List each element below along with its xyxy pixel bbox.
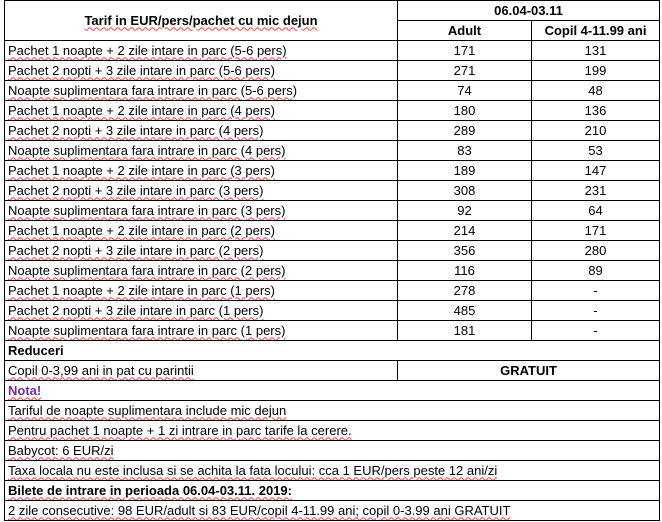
adult-price: 356 <box>398 241 532 261</box>
table-row <box>5 241 660 261</box>
adult-price: 171 <box>398 41 532 61</box>
row-label: Noapte suplimentara fara intrare in parc (4 pers) <box>5 141 398 161</box>
row-label: Pachet 1 noapte + 2 zile intare in parc (4 pers) <box>5 101 398 121</box>
note-line: Tariful de noapte suplimentara include mic dejun <box>5 401 660 421</box>
row-label: Noapte suplimentara fara intrare in parc (5-6 pers) <box>5 81 398 101</box>
child-price: 53 <box>532 141 660 161</box>
child-price: 231 <box>532 181 660 201</box>
tickets-heading-row <box>5 481 660 501</box>
table-row <box>5 81 660 101</box>
child-price: - <box>532 301 660 321</box>
adult-price: 74 <box>398 81 532 101</box>
table-row <box>5 201 660 221</box>
note-line: Pentru pachet 1 noapte + 1 zi intrare in parc tarife la cerere. <box>5 421 660 441</box>
note-line-row <box>5 441 660 461</box>
child-price: 136 <box>532 101 660 121</box>
header-row-1 <box>5 1 660 21</box>
price-rows <box>5 41 660 341</box>
adult-price: 214 <box>398 221 532 241</box>
adult-price: 308 <box>398 181 532 201</box>
row-label: Pachet 1 noapte + 2 zile intare in parc (3 pers) <box>5 161 398 181</box>
child-price: 64 <box>532 201 660 221</box>
child-price: 199 <box>532 61 660 81</box>
row-label: Noapte suplimentara fara intrare in parc (2 pers) <box>5 261 398 281</box>
adult-price: 116 <box>398 261 532 281</box>
child-price: 48 <box>532 81 660 101</box>
tickets-heading: Bilete de intrare in perioada 06.04-03.11. 2019: <box>5 481 660 501</box>
adult-price: 289 <box>398 121 532 141</box>
reduceri-heading-row <box>5 341 660 361</box>
row-label: Pachet 2 nopti + 3 zile intare in parc (4 pers) <box>5 121 398 141</box>
child-price: 280 <box>532 241 660 261</box>
adult-price: 181 <box>398 321 532 341</box>
child-column-header: Copil 4-11.99 ani <box>532 21 660 41</box>
table-row <box>5 121 660 141</box>
child-price: - <box>532 321 660 341</box>
row-label: Pachet 1 noapte + 2 zile intare in parc (1 pers) <box>5 281 398 301</box>
row-label: Pachet 2 nopti + 3 zile intare in parc (2 pers) <box>5 241 398 261</box>
row-label: Pachet 2 nopti + 3 zile intare in parc (5-6 pers) <box>5 61 398 81</box>
child-price: 171 <box>532 221 660 241</box>
note-line-row <box>5 421 660 441</box>
reduceri-item-label: Copil 0-3,99 ani in pat cu parintii <box>5 361 398 381</box>
adult-price: 278 <box>398 281 532 301</box>
row-label: Pachet 1 noapte + 2 zile intare in parc (2 pers) <box>5 221 398 241</box>
table-row <box>5 301 660 321</box>
adult-price: 83 <box>398 141 532 161</box>
table-row <box>5 221 660 241</box>
table-row <box>5 181 660 201</box>
price-table <box>4 0 660 521</box>
note-line: Babycot: 6 EUR/zi <box>5 441 660 461</box>
notes-heading: Nota! <box>5 381 660 401</box>
tickets-line-row <box>5 501 660 521</box>
reduceri-item-value: GRATUIT <box>398 361 660 381</box>
row-label: Pachet 2 nopti + 3 zile intare in parc (1 pers) <box>5 301 398 321</box>
adult-column-header: Adult <box>398 21 532 41</box>
table-row <box>5 61 660 81</box>
adult-price: 271 <box>398 61 532 81</box>
row-label: Pachet 2 nopti + 3 zile intare in parc (3 pers) <box>5 181 398 201</box>
table-row <box>5 261 660 281</box>
adult-price: 485 <box>398 301 532 321</box>
row-label: Noapte suplimentara fara intrare in parc (3 pers) <box>5 201 398 221</box>
child-price: 210 <box>532 121 660 141</box>
period-header: 06.04-03.11 <box>398 1 660 21</box>
table-row <box>5 281 660 301</box>
adult-price: 189 <box>398 161 532 181</box>
note-line: Taxa locala nu este inclusa si se achita la fata locului: cca 1 EUR/pers peste 12 ani/zi <box>5 461 660 481</box>
note-line-row <box>5 401 660 421</box>
child-price: 147 <box>532 161 660 181</box>
reduceri-item-row <box>5 361 660 381</box>
table-row <box>5 141 660 161</box>
table-row <box>5 161 660 181</box>
child-price: 131 <box>532 41 660 61</box>
table-title: Tarif in EUR/pers/pachet cu mic dejun <box>5 1 398 41</box>
notes-heading-row <box>5 381 660 401</box>
row-label: Noapte suplimentara fara intrare in parc (1 pers) <box>5 321 398 341</box>
child-price: 89 <box>532 261 660 281</box>
note-line-row <box>5 461 660 481</box>
table-row <box>5 41 660 61</box>
adult-price: 92 <box>398 201 532 221</box>
table-row <box>5 101 660 121</box>
table-row <box>5 321 660 341</box>
child-price: - <box>532 281 660 301</box>
tickets-line: 2 zile consecutive: 98 EUR/adult si 83 EUR/copil 4-11.99 ani; copil 0-3.99 ani GRATUIT <box>5 501 660 521</box>
row-label: Pachet 1 noapte + 2 zile intare in parc (5-6 pers) <box>5 41 398 61</box>
reduceri-heading: Reduceri <box>5 341 660 361</box>
adult-price: 180 <box>398 101 532 121</box>
